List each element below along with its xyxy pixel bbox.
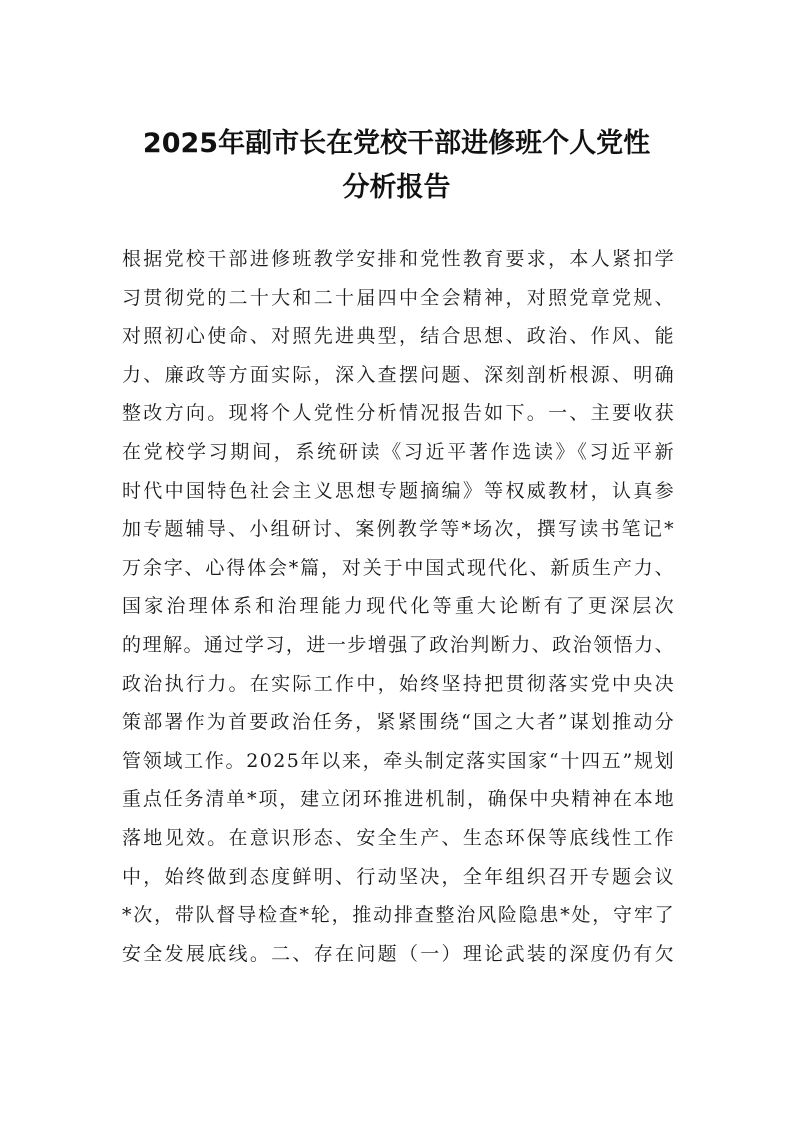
document-title [100, 122, 693, 210]
body-line: 在党校学习期间，系统研读《习近平著作选读》《习近平新 [122, 440, 675, 463]
body-line: 力、廉政等方面实际，深入查摆问题、深刻剖析根源、明确 [122, 363, 675, 386]
body-line: 重点任务清单*项，建立闭环推进机制，确保中央精神在本地 [122, 788, 675, 811]
title-line-1: 2025年副市长在党校干部进修班个人党性 [142, 128, 651, 159]
body-line: 加专题辅导、小组研讨、案例教学等*场次，撰写读书笔记* [122, 518, 675, 541]
body-line: 时代中国特色社会主义思想专题摘编》等权威教材，认真参 [122, 479, 675, 502]
body-line: 根据党校干部进修班教学安排和党性教育要求，本人紧扣学 [122, 248, 675, 270]
body-line: 政治执行力。在实际工作中，始终坚持把贯彻落实党中央决 [122, 672, 675, 695]
body-line: 中，始终做到态度鲜明、行动坚决，全年组织召开专题会议 [122, 865, 675, 888]
body-line: 整改方向。现将个人党性分析情况报告如下。一、主要收获 [122, 402, 675, 425]
body-line: 万余字、心得体会*篇，对关于中国式现代化、新质生产力、 [122, 556, 675, 579]
document-body [122, 240, 675, 973]
body-line: 国家治理体系和治理能力现代化等重大论断有了更深层次 [122, 595, 675, 618]
body-line: 对照初心使命、对照先进典型，结合思想、政治、作风、能 [122, 325, 675, 348]
body-line: *次，带队督导检查*轮，推动排查整治风险隐患*处，守牢了 [122, 904, 675, 927]
body-line: 的理解。通过学习，进一步增强了政治判断力、政治领悟力、 [122, 633, 675, 656]
body-line: 安全发展底线。二、存在问题（一）理论武装的深度仍有欠 [122, 942, 675, 965]
body-line: 习贯彻党的二十大和二十届四中全会精神，对照党章党规、 [122, 286, 675, 309]
title-line-2: 分析报告 [342, 172, 451, 203]
body-line: 落地见效。在意识形态、安全生产、生态环保等底线性工作 [122, 826, 675, 849]
body-line: 策部署作为首要政治任务，紧紧围绕“国之大者”谋划推动分 [122, 711, 675, 734]
body-line: 管领域工作。2025年以来，牵头制定落实国家“十四五”规划 [122, 749, 675, 772]
